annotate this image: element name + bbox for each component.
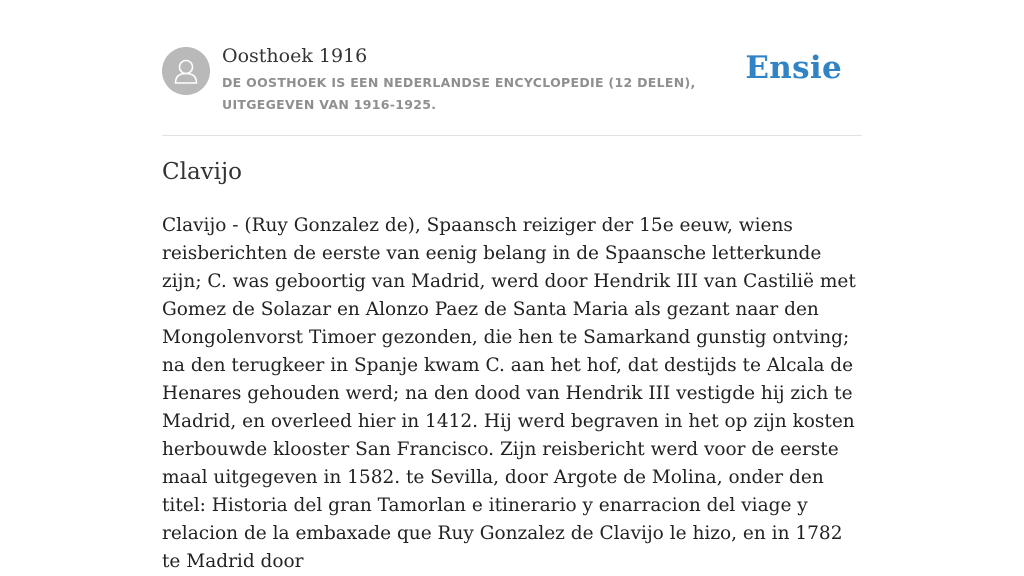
entry-body: Clavijo - (Ruy Gonzalez de), Spaansch reiziger der 15e eeuw, wiens reisberichten de eerste van eenig belang in de Spaansche letterkunde zijn; C. was geboortig van Madrid, werd door Hendrik III van Castilië met Gomez de Solazar en Alonzo Paez de Santa Maria als gezant naar den Mongolenvorst Timoer gezonden, die hen te Samarkand gunstig ontving; na den terugkeer in Spanje kwam C. aan het hof, dat destijds te Alcala de Henares gehouden werd; na den dood van Hendrik III vestigde hij zich te Madrid, en overleed hier in 1412. Hij werd begraven in het op zijn kosten herbouwde klooster San Francisco. Zijn reisbericht werd voor de eerste maal uitgegeven in 1582. te Sevilla, door Argote de Molina, onder den titel: Historia del gran Tamorlan e itinerario y enarracion del viage y relacion de la embaxade que Ruy Gonzalez de Clavijo le hizo, en in 1782 te Madrid door xyxy=(162,215,856,572)
avatar-graphic xyxy=(162,47,210,95)
ensie-logo[interactable]: Ensie xyxy=(745,50,842,86)
source-header xyxy=(162,0,862,136)
source-description: DE OOSTHOEK IS EEN NEDERLANDSE ENCYCLOPEDIE (12 DELEN), UITGEGEVEN VAN 1916-1925. xyxy=(222,75,696,112)
entry-title: Clavijo xyxy=(162,159,242,185)
source-title[interactable]: Oosthoek 1916 xyxy=(222,45,368,67)
user-placeholder-icon[interactable] xyxy=(162,47,210,95)
page-container xyxy=(162,0,862,572)
